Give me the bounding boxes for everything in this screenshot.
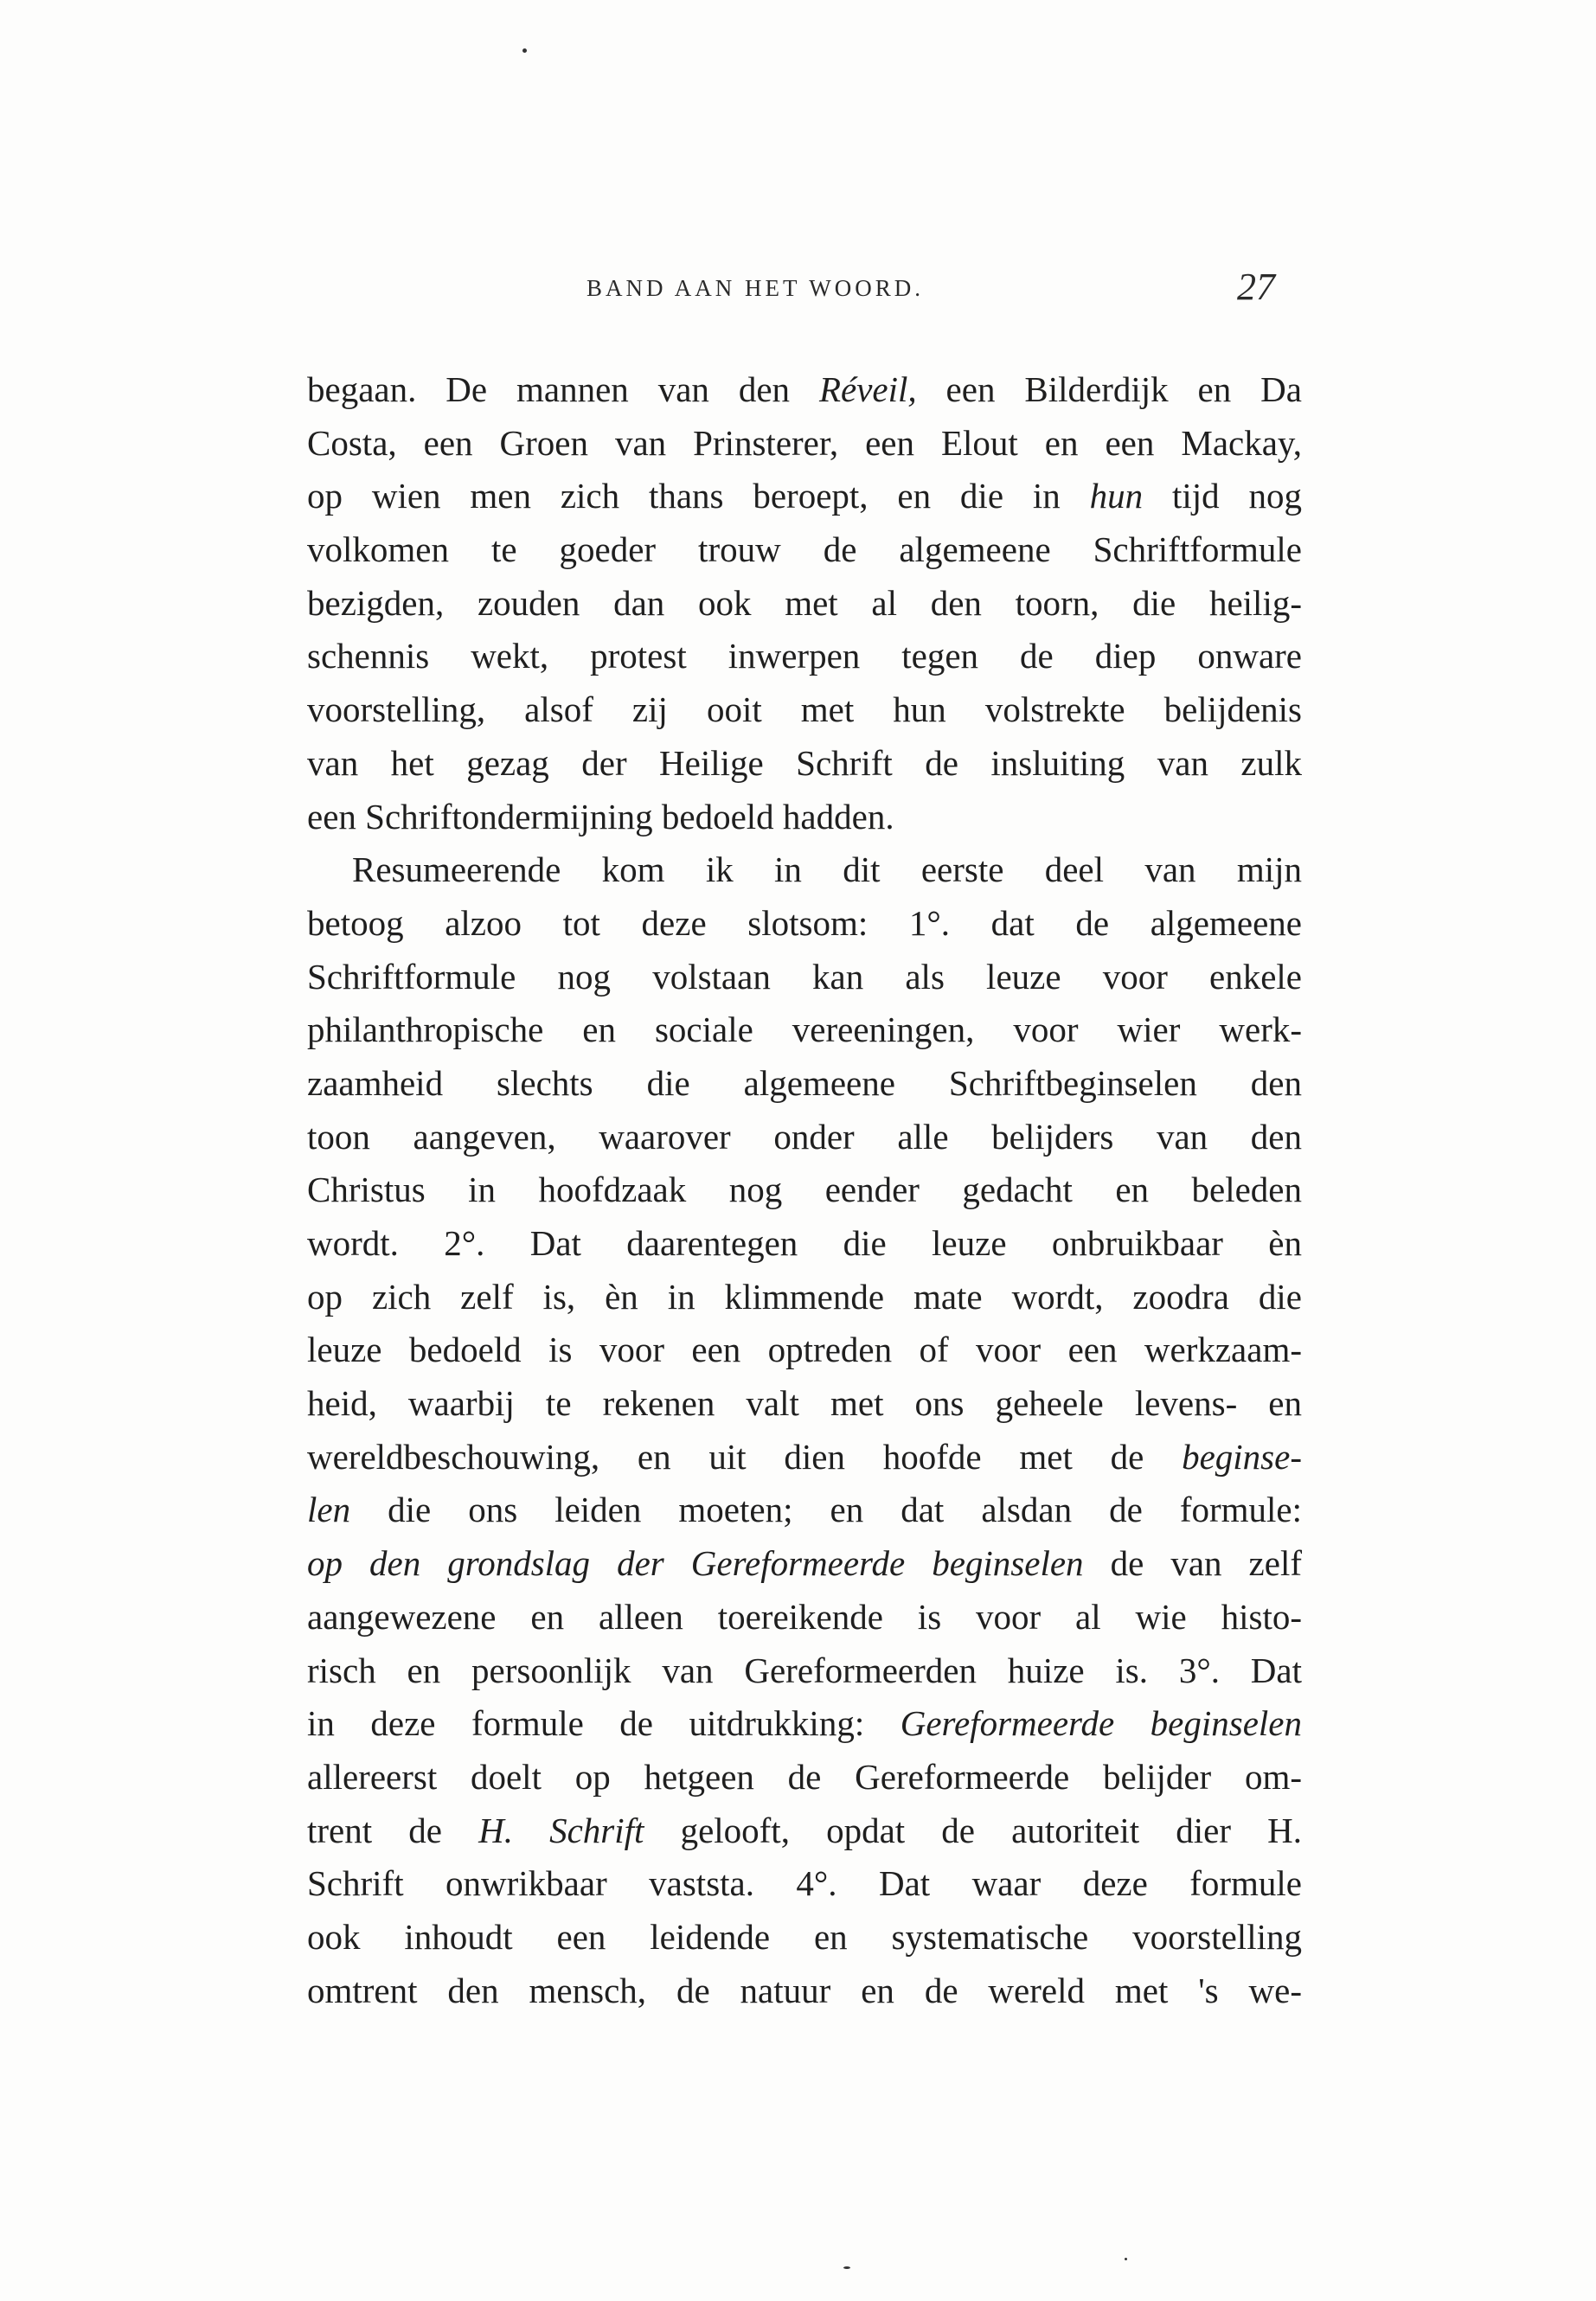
text-line: bezigden, zouden dan ook met al den toorn, die heilig- <box>307 582 1302 623</box>
text-line: leuze bedoeld is voor een optreden of voor een werkzaam- <box>307 1330 1302 1370</box>
text-line: op zich zelf is, èn in klimmende mate wordt, zoodra die <box>307 1276 1302 1317</box>
text-body <box>307 363 1302 2017</box>
text-line: op den grondslag der Gereformeerde beginselen de van zelf <box>307 1543 1302 1584</box>
text-line: wereldbeschouwing, en uit dien hoofde met de beginse- <box>307 1436 1302 1477</box>
paper-speck <box>1125 2258 1127 2260</box>
text-line: een Schriftondermijning bedoeld hadden. <box>307 796 894 836</box>
text-line: betoog alzoo tot deze slotsom: 1°. dat de algemeene <box>307 902 1302 943</box>
text-line: risch en persoonlijk van Gereformeerden huize is. 3°. Dat <box>307 1650 1302 1690</box>
text-line: in deze formule de uitdrukking: Gereformeerde beginselen <box>307 1703 1302 1744</box>
text-line: Schriftformule nog volstaan kan als leuze voor enkele <box>307 956 1302 997</box>
page-number: 27 <box>1237 266 1275 308</box>
text-line: philanthropische en sociale vereeningen, voor wier werk- <box>307 1009 1302 1050</box>
text-line: van het gezag der Heilige Schrift de insluiting van zulk <box>307 742 1302 783</box>
text-line: heid, waarbij te rekenen valt met ons geheele levens- en <box>307 1383 1302 1424</box>
text-line: omtrent den mensch, de natuur en de wereld met 's we- <box>307 1970 1302 2010</box>
text-line: len die ons leiden moeten; en dat alsdan de formule: <box>307 1490 1302 1530</box>
text-line: aangewezene en alleen toereikende is voor al wie histo- <box>307 1596 1302 1637</box>
text-line: Costa, een Groen van Prinsterer, een Elout en een Mackay, <box>307 422 1302 463</box>
text-line: schennis wekt, protest inwerpen tegen de diep onware <box>307 636 1302 676</box>
paper-speck <box>522 48 527 53</box>
text-line: ook inhoudt een leidende en systematische voorstelling <box>307 1916 1302 1957</box>
text-line: Christus in hoofdzaak nog eender gedacht en beleden <box>307 1170 1302 1210</box>
text-line: wordt. 2°. Dat daarentegen die leuze onbruikbaar èn <box>307 1223 1302 1263</box>
text-line: voorstelling, alsof zij ooit met hun volstrekte belijdenis <box>307 689 1302 730</box>
paper-speck <box>843 2266 850 2269</box>
text-line: volkomen te goeder trouw de algemeene Schriftformule <box>307 529 1302 570</box>
text-line: toon aangeven, waarover onder alle belijders van den <box>307 1116 1302 1157</box>
text-line: begaan. De mannen van den Réveil, een Bilderdijk en Da <box>307 369 1302 409</box>
text-line: trent de H. Schrift gelooft, opdat de autoriteit dier H. <box>307 1810 1303 1850</box>
text-line: Schrift onwrikbaar vaststa. 4°. Dat waar deze formule <box>307 1863 1302 1904</box>
text-line: Resumeerende kom ik in dit eerste deel van mijn <box>352 849 1302 890</box>
running-title: BAND AAN HET WOORD. <box>586 275 925 301</box>
text-line: zaamheid slechts die algemeene Schriftbeginselen den <box>307 1062 1302 1103</box>
text-line: op wien men zich thans beroept, en die in hun tijd nog <box>307 476 1302 516</box>
text-line: allereerst doelt op hetgeen de Gereformeerde belijder om- <box>307 1756 1302 1797</box>
